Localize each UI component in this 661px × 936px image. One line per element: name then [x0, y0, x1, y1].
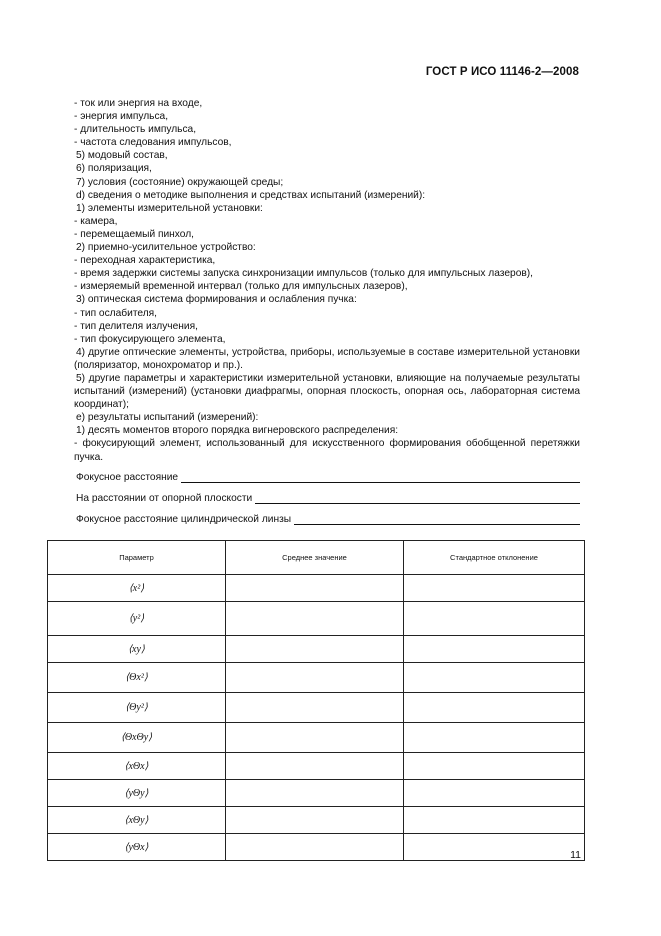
parameter-symbol: ⟨xy⟩ — [128, 643, 145, 655]
table-row — [48, 575, 585, 602]
mean-value-cell — [226, 753, 404, 780]
parameter-cell — [48, 780, 226, 807]
table-row — [48, 663, 585, 693]
focal-length-label: Фокусное расстояние — [76, 472, 179, 483]
std-deviation-cell — [404, 602, 585, 636]
body-line: 5) модовый состав, — [76, 150, 168, 162]
body-text — [74, 97, 580, 464]
body-line: - время задержки системы запуска синхронизации импульсов (только для импульсных лазеров), — [74, 268, 533, 280]
parameter-symbol: ⟨yΘy⟩ — [124, 787, 149, 799]
parameter-cell — [48, 602, 226, 636]
std-deviation-cell — [404, 575, 585, 602]
cylindrical-lens-blank — [294, 513, 580, 525]
table-row — [48, 753, 585, 780]
parameter-cell — [48, 834, 226, 861]
std-deviation-cell — [404, 807, 585, 834]
body-line: - энергия импульса, — [74, 111, 169, 123]
header-std-deviation: Стандартное отклонение — [404, 541, 585, 575]
table-header-row — [48, 541, 585, 575]
header-mean-value: Среднее значение — [226, 541, 404, 575]
mean-value-cell — [226, 602, 404, 636]
cylindrical-lens-label: Фокусное расстояние цилиндрической линзы — [76, 514, 292, 525]
table-row — [48, 807, 585, 834]
parameter-cell — [48, 723, 226, 753]
body-line: - измеряемый временной интервал (только для импульсных лазеров), — [74, 281, 408, 293]
std-deviation-cell — [404, 636, 585, 663]
std-deviation-cell — [404, 723, 585, 753]
mean-value-cell — [226, 780, 404, 807]
parameter-symbol: ⟨xΘy⟩ — [124, 814, 149, 826]
body-line: 7) условия (состояние) окружающей среды; — [76, 176, 284, 188]
table-row — [48, 693, 585, 723]
mean-value-cell — [226, 723, 404, 753]
mean-value-cell — [226, 663, 404, 693]
table-row — [48, 636, 585, 663]
parameters-table — [47, 540, 585, 861]
parameter-symbol: ⟨Θy²⟩ — [125, 702, 148, 713]
body-line: - тип фокусирующего элемента, — [74, 333, 226, 345]
table-row — [48, 780, 585, 807]
body-line: 1) десять моментов второго порядка вигнеровского распределения: — [76, 425, 399, 437]
body-line: - перемещаемый пинхол, — [74, 228, 194, 240]
body-line: - переходная характеристика, — [74, 255, 216, 267]
body-line: 4) другие оптические элементы, устройства, приборы, используемые в составе измерительной установки (поляризатор, монохроматор и пр.). — [74, 346, 580, 371]
body-line: 6) поляризация, — [76, 163, 152, 175]
table-row — [48, 834, 585, 861]
parameter-symbol: ⟨Θx²⟩ — [125, 672, 148, 683]
table-row — [48, 602, 585, 636]
parameter-symbol: ⟨xΘx⟩ — [124, 760, 149, 772]
parameter-symbol: ⟨y²⟩ — [128, 613, 145, 624]
reference-distance-blank — [255, 492, 580, 504]
body-line: - ток или энергия на входе, — [74, 98, 203, 109]
std-deviation-cell — [404, 693, 585, 723]
std-deviation-cell — [404, 834, 585, 861]
std-deviation-cell — [404, 780, 585, 807]
body-line: - фокусирующий элемент, использованный для искусственного формирования обобщенной перетяжки пучка. — [74, 438, 580, 463]
page-number: 11 — [570, 849, 581, 861]
body-line: e) результаты испытаний (измерений): — [76, 412, 259, 424]
reference-distance-field — [74, 490, 580, 504]
mean-value-cell — [226, 636, 404, 663]
body-line: d) сведения о методике выполнения и средствах испытаний (измерений): — [76, 189, 426, 201]
body-line: - длительность импульса, — [74, 124, 197, 136]
cylindrical-lens-field — [74, 511, 580, 525]
parameter-symbol: ⟨ΘxΘy⟩ — [120, 732, 153, 743]
focal-length-field — [74, 469, 580, 483]
header-parameter: Параметр — [48, 541, 226, 575]
parameter-cell — [48, 575, 226, 602]
table-row — [48, 723, 585, 753]
body-line: - камера, — [74, 215, 118, 227]
parameter-cell — [48, 663, 226, 693]
mean-value-cell — [226, 693, 404, 723]
parameter-cell — [48, 693, 226, 723]
std-deviation-cell — [404, 663, 585, 693]
parameter-cell — [48, 636, 226, 663]
body-line: 2) приемно-усилительное устройство: — [76, 242, 256, 254]
body-line: 5) другие параметры и характеристики измерительной установки, влияющие на получаемые результаты испытаний (измерений) (установки диафрагмы, опорная плоскость, опорная ось, лабораторная система координат); — [74, 372, 580, 411]
mean-value-cell — [226, 807, 404, 834]
body-line: - частота следования импульсов, — [74, 137, 232, 149]
parameter-cell — [48, 807, 226, 834]
body-line: 3) оптическая система формирования и ослабления пучка: — [76, 294, 357, 306]
body-line: - тип делителя излучения, — [74, 320, 198, 332]
reference-distance-label: На расстоянии от опорной плоскости — [76, 493, 253, 504]
mean-value-cell — [226, 834, 404, 861]
parameter-symbol: ⟨x²⟩ — [128, 582, 145, 594]
parameter-symbol: ⟨yΘx⟩ — [124, 841, 149, 853]
body-line: - тип ослабителя, — [74, 307, 157, 319]
mean-value-cell — [226, 575, 404, 602]
std-deviation-cell — [404, 753, 585, 780]
parameter-cell — [48, 753, 226, 780]
body-line: 1) элементы измерительной установки: — [76, 202, 263, 214]
document-header: ГОСТ Р ИСО 11146-2—2008 — [425, 66, 579, 78]
focal-length-blank — [181, 471, 580, 483]
